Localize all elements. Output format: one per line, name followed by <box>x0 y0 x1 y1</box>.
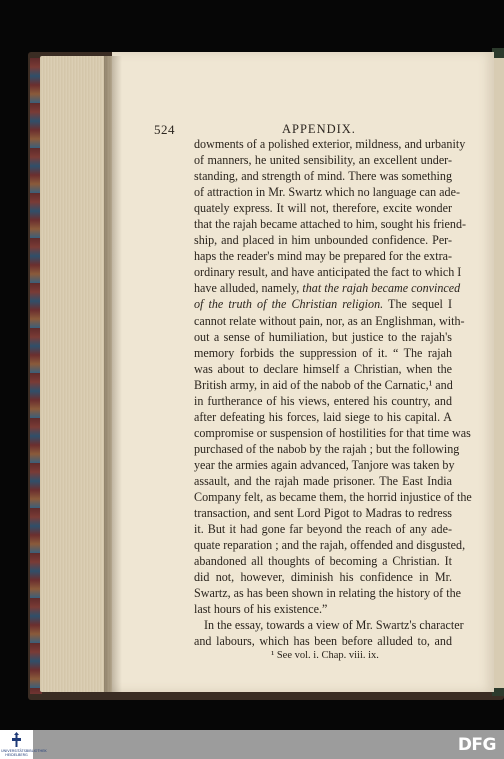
text-line: assault, and the rajah made prisoner. The East India <box>194 473 452 488</box>
dfg-logo[interactable]: DFG <box>457 735 496 755</box>
text-line: haps the reader's mind may be prepared for the extra- <box>194 249 452 264</box>
text-line: after defeating his forces, laid siege to his capital. A <box>194 409 452 424</box>
text-line: ship, and placed in him unbounded confidence. Per- <box>194 233 452 248</box>
running-head: APPENDIX. <box>282 122 356 136</box>
text-line: purchased of the nabob by the rajah ; but the following <box>194 441 460 456</box>
text-line: British army, in aid of the nabob of the Carnatic,¹ and <box>194 377 453 392</box>
text-line: that the rajah became attached to him, sought his friend- <box>194 217 467 232</box>
text-line <box>194 264 462 280</box>
viewer-footer <box>0 730 504 759</box>
italic-phrase: that the rajah became convinced <box>302 281 461 296</box>
text-line: transaction, and sent Lord Pigot to Madras to redress <box>194 506 452 521</box>
text-line: Company felt, as became them, the horrid injustice of the <box>194 490 472 505</box>
text-line: abandoned all thoughts of becoming a Christian. It <box>194 554 452 569</box>
text-line <box>194 280 461 296</box>
text-line: quate reparation ; and the rajah, offended and disgusted, <box>194 538 466 553</box>
text-line: year the armies again advanced, Tanjore was taken by <box>194 457 455 472</box>
footnote: ¹ See vol. i. Chap. viii. ix. <box>271 650 379 661</box>
text-segment: The sequel I <box>383 297 453 312</box>
text-segment: ordinary result, and have anticipated the fact to which I <box>194 265 462 280</box>
text-line: and labours, which has been before alluded to, and <box>194 634 452 649</box>
text-line: in furtherance of his views, entered his country, and <box>194 393 452 408</box>
text-line: it. But it had gone far beyond the reach of any ade- <box>194 522 452 537</box>
text-line: was about to declare himself a Christian, when the <box>194 361 452 376</box>
text-line: dowments of a polished exterior, mildness, and urbanity <box>194 137 466 151</box>
text-line: memory forbids the suppression of it. “ The rajah <box>194 345 452 360</box>
text-line: cannot relate without pain, nor, as an Englishman, with- <box>194 313 465 328</box>
text-line: Swartz, as has been shown in relating the history of the <box>194 586 462 601</box>
text-line: of manners, he united sensibility, an excellent under- <box>194 153 452 168</box>
text-line: of attraction in Mr. Swartz which no language can ade- <box>194 185 460 200</box>
library-crest-icon <box>10 732 23 748</box>
text-segment: have alluded, namely, <box>194 281 303 296</box>
text-line: quately express. It will not, therefore, excite wonder <box>194 201 452 216</box>
text-line: last hours of his existence.” <box>194 602 328 617</box>
text-line <box>194 296 452 312</box>
gutter-shadow <box>104 56 122 692</box>
page-number: 524 <box>154 122 175 137</box>
body-text <box>194 136 472 650</box>
text-line: standing, and strength of mind. There was something <box>194 169 452 184</box>
book-page <box>112 52 494 692</box>
text-line: out a sense of humiliation, but justice to the rajah's <box>194 329 452 344</box>
library-logo[interactable] <box>0 730 47 759</box>
page-stack <box>40 56 112 692</box>
text-line: In the essay, towards a view of Mr. Swartz's character <box>204 618 464 633</box>
text-line: did not, however, diminish his confidence in Mr. <box>194 570 452 585</box>
text-line: compromise or suspension of hostilities for that time was <box>194 425 471 440</box>
logo-lettering: UNIVERSITÄTSBIBLIOTHEK HEIDELBERG <box>1 749 47 757</box>
italic-phrase: of the truth of the Christian religion. <box>194 297 384 312</box>
